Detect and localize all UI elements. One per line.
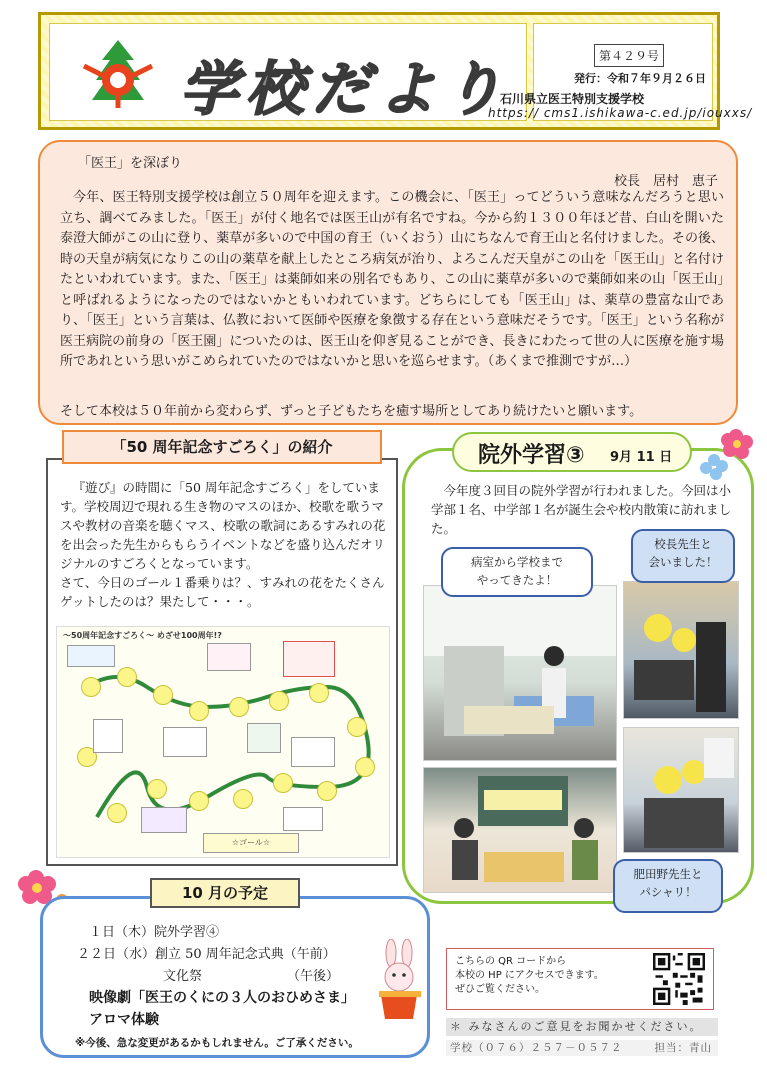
principal-title: 「医王」を深ぼり <box>78 156 183 171</box>
schedule-play: 映像劇「医王のくにの３人のおひめさま」 <box>89 990 355 1006</box>
qr-notice <box>446 948 714 1010</box>
outing-text: 今年度３回目の院外学習が行われました。今回は小学部１名、中学部１名が誕生会や校内散策に訪れました。 <box>431 483 732 536</box>
bubble-teacher <box>613 859 723 913</box>
schedule-item-event: 文化祭 <box>163 969 203 984</box>
sugoroku-question: さて、今日のゴール１番乗りは？、すみれの花をたくさんゲットしたのは？果たして・・・。 <box>60 575 385 609</box>
masthead-title: 学校だより <box>180 55 511 123</box>
board-space <box>189 701 209 721</box>
board-card <box>291 737 335 767</box>
contact-staff: 担当：青山 <box>654 1042 712 1054</box>
board-space <box>229 697 249 717</box>
outing-section <box>402 448 754 904</box>
board-card <box>141 807 187 833</box>
school-emblem-icon <box>74 36 162 108</box>
sugoroku-board-image <box>56 626 390 858</box>
school-url-link[interactable]: https:// cms1.ishikawa-c.ed.jp/iouxxs/ <box>488 106 753 120</box>
rabbit-icon <box>373 939 427 1029</box>
board-space <box>81 677 101 697</box>
board-space <box>273 773 293 793</box>
october-schedule <box>40 896 430 1058</box>
bubble-teacher-line1: 肥田野先生と <box>633 867 703 881</box>
principal-author: 校長 居村 恵子 <box>613 174 718 189</box>
board-card <box>93 719 123 753</box>
flower-icon <box>700 424 758 480</box>
qr-text <box>455 955 604 997</box>
qr-code-icon[interactable] <box>653 953 705 1005</box>
board-card <box>283 641 335 677</box>
board-space <box>347 717 367 737</box>
masthead-panel <box>49 23 527 121</box>
bubble-principal <box>631 529 735 583</box>
principal-body: 今年、医王特別支援学校は創立５０周年を迎えます。この機会に、「医王」ってどういう意味なんだろうと思い立ち、調べてみました。「医王」が付く地名では医王山が有名ですね。今から約１３００年ほど昔、白山を開いた泰澄大師がこの山に登り、薬草が多いので中国の育王（いくおう）山にちなんで育王山と名付けました。その後、時の天皇が病気になりこの山の薬草を献上したところ病気が治り、よろこんだ天皇がこの山を「医王山」と名付けたといわれています。また、「医王」は薬師如来の別名でもあり、この山に薬草が多いので薬師如来の山「医王山」と呼ばれるようになったのではないかともいわれています。どちらにしても「医王山」は、薬草の豊富な山であり、「医王」という言葉は、仏教において医師や医療を象徴する存在という意味だそうです。「医王」という名称が医王病院の前身の「医王園」についたのは、医王山を仰ぎ見ることができ、長きにわたって世の人に医療を施す場所であれという思いがこめられていたのではないかと思いを巡らせます。（あくまで推測ですが…） <box>60 190 724 369</box>
bubble-principal-line1: 校長先生と <box>654 537 712 551</box>
qr-text-line1: こちらの QR コードから <box>455 956 567 967</box>
schedule-aroma: アロマ体験 <box>89 1012 159 1028</box>
principal-closing: そして本校は５０年前から変わらず、ずっと子どもたちを癒す場所としてあり続けたいと願います。 <box>60 404 643 419</box>
qr-text-line2: 本校の HP にアクセスできます。 <box>455 970 604 981</box>
board-card <box>247 723 281 753</box>
board-title: ～50周年記念すごろく～ めざせ100周年!? <box>63 631 222 640</box>
board-space <box>189 791 209 811</box>
board-goal: ☆ゴール☆ <box>203 833 299 853</box>
bubble-principal-line2: 会いました！ <box>648 555 718 569</box>
outing-title: 院外学習③ <box>478 443 585 468</box>
sugoroku-text <box>60 478 390 611</box>
board-space <box>309 683 329 703</box>
issue-number: 第４２９号 <box>594 44 664 67</box>
board-space <box>153 685 173 705</box>
photo-teacher <box>623 727 739 853</box>
sugoroku-heading: 「50 周年記念すごろく」の紹介 <box>62 430 382 464</box>
board-space <box>269 691 289 711</box>
board-space <box>233 789 253 809</box>
board-space <box>147 779 167 799</box>
outing-date: 9月 11 日 <box>610 450 673 465</box>
board-card <box>207 643 251 671</box>
opinion-banner: ＊ みなさんのご意見をお聞かせください。 <box>446 1018 718 1036</box>
schedule-item: ２２日（水）創立 50 周年記念式典（午前） <box>77 947 336 962</box>
board-card <box>163 727 207 757</box>
bubble-hallway-line2: やってきたよ！ <box>476 573 558 587</box>
schedule-note: ※今後、急な変更があるかもしれません。ご了承ください。 <box>75 1037 359 1049</box>
board-space <box>355 757 375 777</box>
photo-hallway <box>423 585 617 761</box>
board-card <box>283 807 323 831</box>
october-heading: 10 月の予定 <box>150 878 300 908</box>
sugoroku-description: 『遊び』の時間に「50 周年記念すごろく」をしています。学校周辺で現れる生き物のマスのほか、校歌を歌うマスや教材の音楽を聴くマス、校歌の歌詞にあるすみれの花を出会った先生からもらうイベントなどを盛り込んだオリジナルのすごろくとなっています。 <box>60 480 386 571</box>
board-space <box>117 667 137 687</box>
photo-principal <box>623 581 739 719</box>
schedule-item-time: （午後） <box>287 969 340 984</box>
qr-text-line3: ぜひご覧ください。 <box>455 984 545 995</box>
contact-phone: 学校（０７６）２５７－０５７２ <box>450 1042 623 1054</box>
sugoroku-section <box>46 458 398 866</box>
issue-date: 発行：令和７年９月２６日 <box>574 72 706 85</box>
bubble-hallway-line1: 病室から学校まで <box>471 555 563 569</box>
schedule-item: １日（木）院外学習④ <box>89 925 220 940</box>
contact-line <box>446 1040 718 1056</box>
bubble-hallway <box>441 547 593 597</box>
board-space <box>107 803 127 823</box>
outing-heading <box>452 432 692 472</box>
board-card <box>67 645 115 667</box>
bubble-teacher-line2: パシャリ！ <box>639 885 697 899</box>
photo-birthday <box>423 767 617 893</box>
board-space <box>317 781 337 801</box>
principal-column <box>38 140 738 425</box>
school-name: 石川県立医王特別支援学校 <box>500 92 645 106</box>
